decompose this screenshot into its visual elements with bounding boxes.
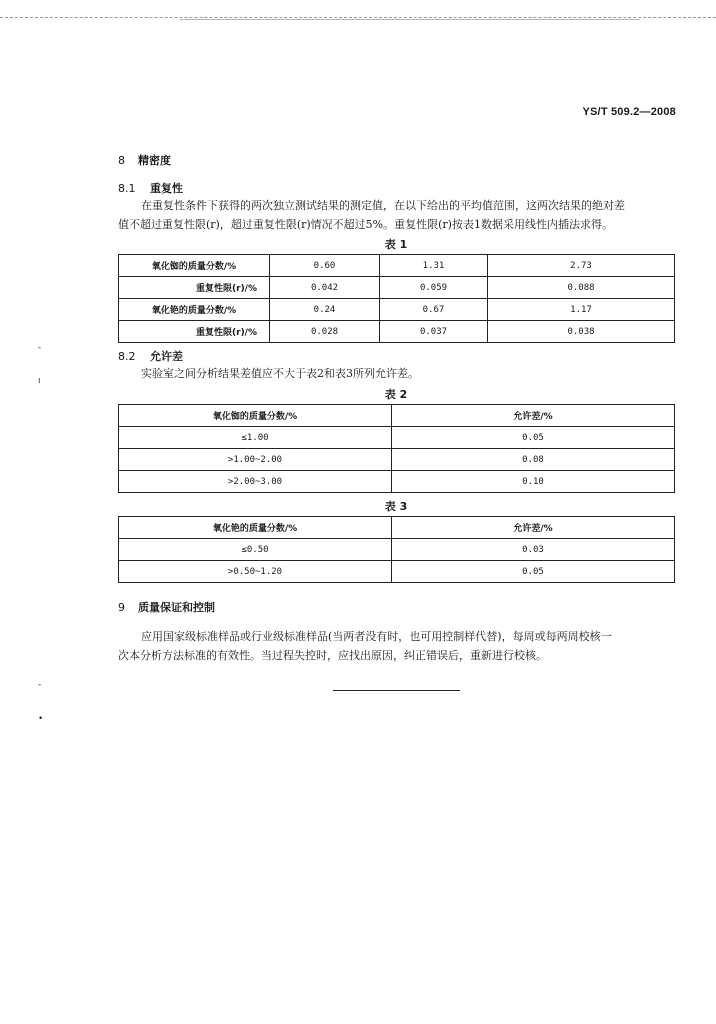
- table-cell: 1.17: [488, 299, 675, 321]
- table-row: [119, 299, 675, 321]
- section-number: 9: [118, 601, 125, 614]
- scan-speck: -: [38, 680, 42, 690]
- paragraph-line: 应用国家级标准样品或行业级标准样品(当两者没有时，也可用控制样代替)，每周或每两周校核一: [141, 630, 612, 643]
- table-row: [119, 449, 675, 471]
- row-label: 氧化铷的质量分数/%: [119, 255, 270, 277]
- section-number: 8.1: [118, 182, 136, 195]
- table-cell: 1.31: [380, 255, 488, 277]
- table-row: [119, 471, 675, 493]
- column-header: 允许差/%: [392, 405, 675, 427]
- table-row: [119, 321, 675, 343]
- end-of-document-rule: [333, 690, 460, 691]
- section-9-heading: [118, 599, 215, 615]
- section-number: 8: [118, 154, 125, 167]
- row-label: 氧化铯的质量分数/%: [119, 299, 270, 321]
- paragraph-line: 实验室之间分析结果差值应不大于表2和表3所列允许差。: [141, 367, 419, 380]
- scan-speck: •: [38, 714, 44, 724]
- column-header: 氧化铯的质量分数/%: [119, 517, 392, 539]
- table-cell: ≤1.00: [119, 427, 392, 449]
- table-cell: 0.67: [380, 299, 488, 321]
- table-2-caption: 表 2: [384, 388, 408, 401]
- paragraph-line: 值不超过重复性限(r)，超过重复性限(r)情况不超过5%。重复性限(r)按表1数据采用线性内插法求得。: [118, 218, 613, 231]
- table-3: [118, 516, 675, 583]
- scan-artifact-line: [0, 17, 716, 18]
- section-8-2-heading: [118, 348, 183, 364]
- column-header: 允许差/%: [392, 517, 675, 539]
- table-cell: 0.03: [392, 539, 675, 561]
- table-header-row: [119, 517, 675, 539]
- table-cell: 0.10: [392, 471, 675, 493]
- table-cell: 0.028: [270, 321, 380, 343]
- table-2: [118, 404, 675, 493]
- table-cell: 0.05: [392, 561, 675, 583]
- row-label: 重复性限(r)/%: [119, 321, 270, 343]
- section-9-body: [118, 627, 674, 665]
- table-cell: >0.50~1.20: [119, 561, 392, 583]
- table-cell: >2.00~3.00: [119, 471, 392, 493]
- table-3-caption: 表 3: [384, 500, 408, 513]
- section-8-2-body: [118, 364, 674, 383]
- table-cell: 0.24: [270, 299, 380, 321]
- table-cell: 0.088: [488, 277, 675, 299]
- section-8-1-heading: [118, 180, 183, 196]
- table-1-caption: 表 1: [384, 238, 408, 251]
- table-row: [119, 277, 675, 299]
- table-row: [119, 561, 675, 583]
- column-header: 氧化铷的质量分数/%: [119, 405, 392, 427]
- table-cell: 0.042: [270, 277, 380, 299]
- table-cell: 0.08: [392, 449, 675, 471]
- scan-speck: ı: [38, 376, 41, 386]
- table-header-row: [119, 405, 675, 427]
- table-cell: 0.037: [380, 321, 488, 343]
- section-title: 质量保证和控制: [138, 601, 215, 614]
- table-row: [119, 427, 675, 449]
- table-cell: 2.73: [488, 255, 675, 277]
- section-8-heading: [118, 152, 171, 168]
- section-title: 精密度: [138, 154, 171, 167]
- scan-speck: -: [38, 343, 42, 353]
- document-code: YS/T 509.2—2008: [582, 106, 676, 118]
- section-8-1-body: [118, 196, 674, 234]
- row-label: 重复性限(r)/%: [119, 277, 270, 299]
- paragraph-line: 在重复性条件下获得的两次独立测试结果的测定值，在以下给出的平均值范围，这两次结果的绝对差: [141, 199, 625, 212]
- table-row: [119, 255, 675, 277]
- table-cell: 0.05: [392, 427, 675, 449]
- table-cell: 0.038: [488, 321, 675, 343]
- table-cell: >1.00~2.00: [119, 449, 392, 471]
- table-1: [118, 254, 675, 343]
- table-row: [119, 539, 675, 561]
- paragraph-line: 次本分析方法标准的有效性。当过程失控时，应找出原因，纠正错误后，重新进行校核。: [118, 649, 547, 662]
- section-title: 允许差: [150, 350, 183, 363]
- table-cell: 0.60: [270, 255, 380, 277]
- section-number: 8.2: [118, 350, 136, 363]
- table-cell: 0.059: [380, 277, 488, 299]
- section-title: 重复性: [150, 182, 183, 195]
- table-cell: ≤0.50: [119, 539, 392, 561]
- scan-artifact-line: [180, 19, 640, 20]
